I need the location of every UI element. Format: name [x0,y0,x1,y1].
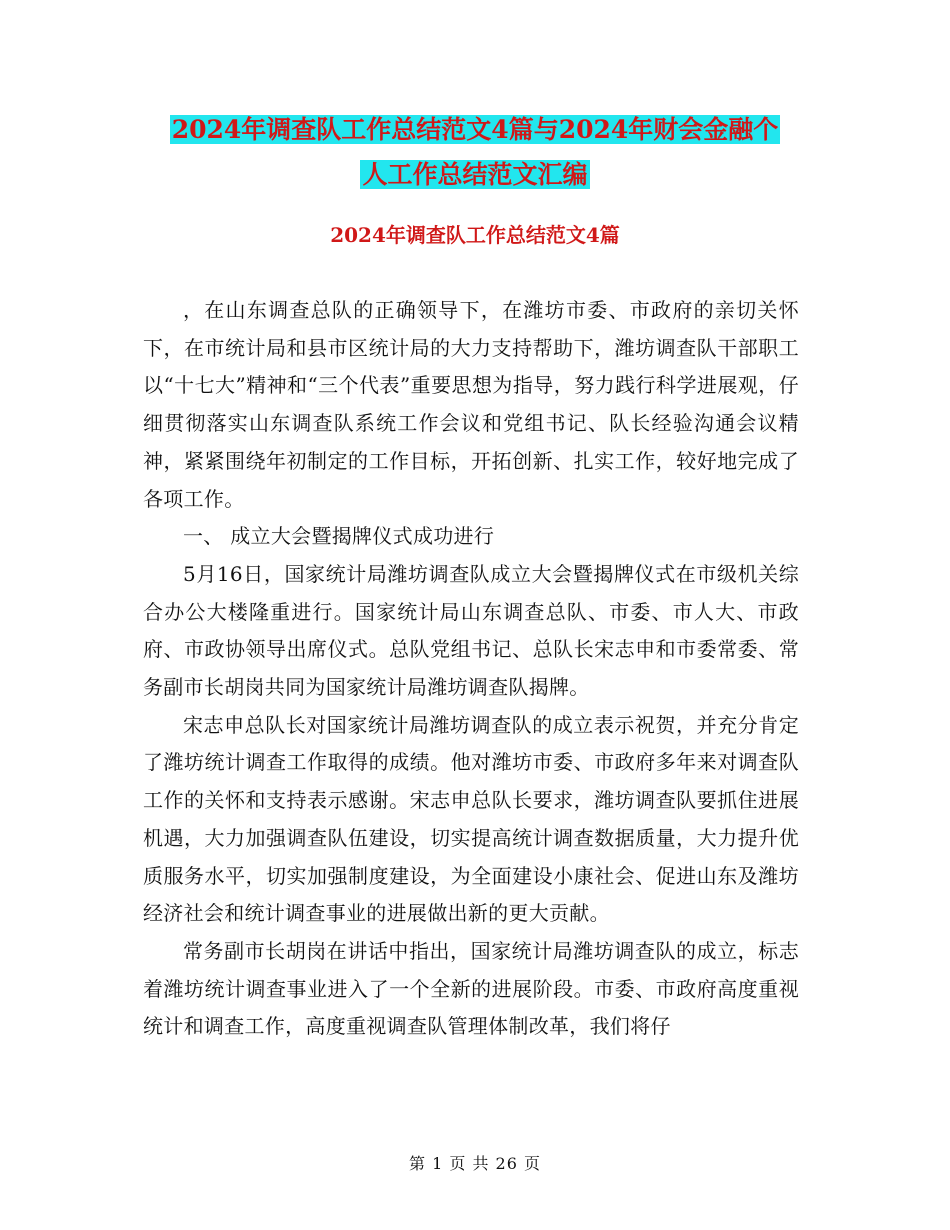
document-title-highlight-2: 人工作总结范文汇编 [362,160,588,189]
document-title-line-2 [0,155,950,195]
paragraph-heading-1: 一、 成立大会暨揭牌仪式成功进行 [183,524,495,549]
paragraph-speech-song: 宋志申总队长对国家统计局潍坊调查队的成立表示祝贺，并充分肯定了潍坊统计调查工作取得的成绩。他对潍坊市委、市政府多年来对调查队工作的关怀和支持表示感谢。宋志申总队长要求，潍坊调查队要抓住进展机遇，大力加强调查队伍建设，切实提高统计调查数据质量，大力提升优质服务水平，切实加强制度建设，为全面建设小康社会、促进山东及潍坊经济社会和统计调查事业的进展做出新的更大贡献。 [143,712,799,926]
section-title: 2024年调查队工作总结范文4篇 [330,223,620,247]
document-title-highlight-1: 2024年调查队工作总结范文4篇与2024年财会金融个 [171,115,779,144]
paragraph-intro: ，在山东调查总队的正确领导下，在潍坊市委、市政府的亲切关怀下，在市统计局和县市区统计局的大力支持帮助下，潍坊调查队干部职工以“十七大”精神和“三个代表”重要思想为指导，努力践行科学进展观，仔细贯彻落实山东调查队系统工作会议和党组书记、队长经验沟通会议精神，紧紧围绕年初制定的工作目标，开拓创新、扎实工作，较好地完成了各项工作。 [143,298,799,511]
body-text [143,292,799,1046]
paragraph-ceremony: 5月16日，国家统计局潍坊调查队成立大会暨揭牌仪式在市级机关综合办公大楼隆重进行。国家统计局山东调查总队、市委、市人大、市政府、市政协领导出席仪式。总队党组书记、总队长宋志申和市委常委、常务副市长胡岗共同为国家统计局潍坊调查队揭牌。 [143,561,799,700]
page-footer: 第 1 页 共 26 页 [409,1154,541,1173]
paragraph-speech-hu: 常务副市长胡岗在讲话中指出，国家统计局潍坊调查队的成立，标志着潍坊统计调查事业进入了一个全新的进展阶段。市委、市政府高度重视统计和调查工作，高度重视调查队管理体制改革，我们将仔 [143,938,799,1039]
document-title-line-1 [0,110,950,150]
